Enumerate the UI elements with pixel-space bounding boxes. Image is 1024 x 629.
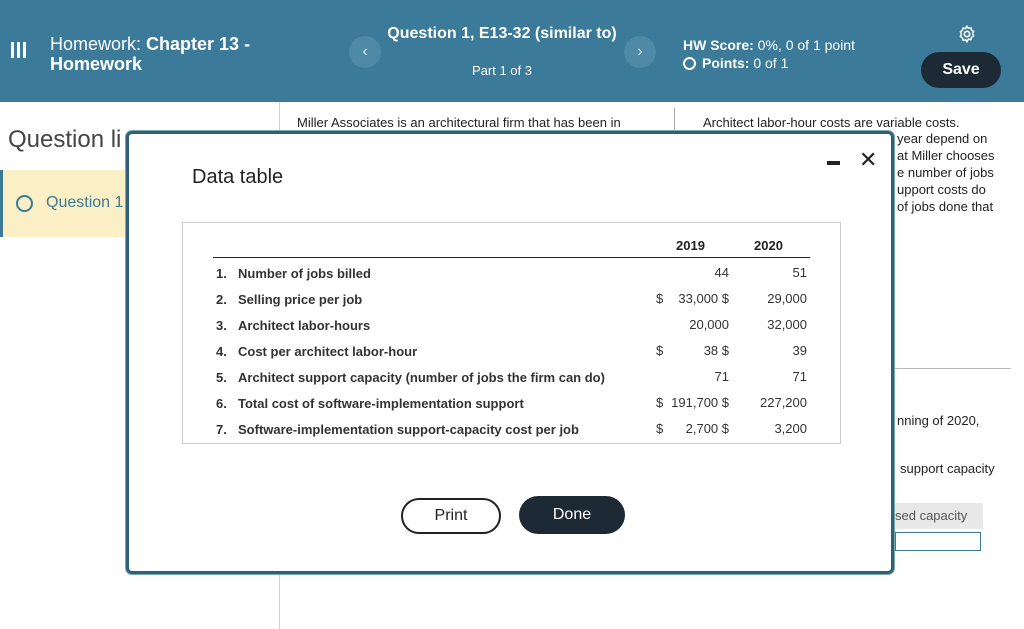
- homework-chapter: Chapter 13 -: [146, 34, 251, 54]
- homework-title-line2: Homework: [50, 54, 143, 74]
- question-title: Question 1, E13-32 (similar to): [387, 25, 617, 42]
- question-list-heading: Question li: [8, 126, 122, 153]
- next-question-button[interactable]: [624, 36, 656, 68]
- row-value-2020: 227,200: [760, 395, 807, 410]
- close-icon[interactable]: ✕: [859, 147, 878, 172]
- hw-score-value: 0%, 0 of 1 point: [753, 37, 855, 53]
- row-label: Selling price per job: [238, 292, 363, 307]
- row-value-2020: 3,200: [774, 421, 807, 436]
- row-value-2020: 39: [792, 343, 807, 358]
- table-row: [183, 338, 842, 364]
- row-number: 3.: [216, 318, 227, 333]
- row-value-2020: 71: [792, 369, 807, 384]
- points-label: Points:: [702, 55, 750, 71]
- row-label: Number of jobs billed: [238, 266, 371, 281]
- row-dollar-2019: $: [656, 421, 664, 436]
- homework-title: [50, 34, 290, 74]
- row-label: Architect support capacity (number of jobs the firm can do): [238, 370, 605, 385]
- row-value-2019: 44: [714, 265, 729, 280]
- row-number: 7.: [216, 422, 227, 437]
- row-value-2019: 20,000: [689, 317, 729, 332]
- row-number: 1.: [216, 266, 227, 281]
- previous-question-button[interactable]: [349, 36, 381, 68]
- row-value-2020: 32,000: [767, 317, 807, 332]
- points-value: 0 of 1: [749, 55, 789, 71]
- used-capacity-label: sed capacity: [895, 503, 983, 529]
- row-value-2020: 51: [792, 265, 807, 280]
- table-row: [183, 416, 842, 442]
- question-text-lower-2: support capacity: [900, 461, 995, 476]
- question-text-right-5: upport costs do: [897, 182, 986, 197]
- score-area: [683, 36, 855, 72]
- column-header-2020: 2020: [754, 238, 783, 253]
- points-circle-icon: [683, 57, 696, 70]
- chevron-right-icon: ›: [637, 43, 643, 60]
- minimize-icon[interactable]: [827, 161, 840, 165]
- row-label: Cost per architect labor-hour: [238, 344, 418, 359]
- column-header-2019: 2019: [676, 238, 705, 253]
- question-text-right-1: Architect labor-hour costs are variable costs.: [703, 115, 960, 130]
- section-divider: [895, 368, 1011, 369]
- row-label: Software-implementation support-capacity cost per job: [238, 422, 579, 437]
- row-number: 6.: [216, 396, 227, 411]
- homework-prefix: Homework:: [50, 34, 147, 54]
- chevron-left-icon: ‹: [362, 43, 368, 60]
- row-value-2019: 2,700 $: [685, 421, 729, 436]
- done-button[interactable]: Done: [519, 496, 625, 534]
- used-capacity-input[interactable]: [895, 532, 981, 551]
- status-circle-icon: [16, 195, 33, 212]
- row-label: Architect labor-hours: [238, 318, 371, 333]
- question-text-lower-1: nning of 2020,: [897, 413, 980, 428]
- question-text-right-3: at Miller chooses: [897, 148, 995, 163]
- print-button[interactable]: Print: [401, 498, 501, 534]
- table-row: [183, 260, 842, 286]
- header-rule: [213, 257, 810, 258]
- row-value-2019: 38 $: [703, 343, 729, 358]
- table-row: [183, 312, 842, 338]
- row-value-2019: 71: [714, 369, 729, 384]
- column-divider: [674, 108, 675, 133]
- table-row: [183, 286, 842, 312]
- question-text-right-2: year depend on: [897, 131, 988, 146]
- question-text-right-4: e number of jobs: [897, 165, 994, 180]
- data-table-dialog: [126, 131, 894, 574]
- table-row: [183, 390, 842, 416]
- row-label: Total cost of software-implementation support: [238, 396, 524, 411]
- menu-icon[interactable]: [11, 42, 27, 58]
- sidebar-item-label: Question 1: [46, 194, 124, 211]
- save-button[interactable]: Save: [921, 52, 1001, 88]
- row-dollar-2019: $: [656, 395, 664, 410]
- data-table: [182, 222, 841, 444]
- row-value-2019: 191,700 $: [671, 395, 729, 410]
- row-value-2019: 33,000 $: [678, 291, 729, 306]
- row-value-2020: 29,000: [767, 291, 807, 306]
- question-text-right-6: of jobs done that: [897, 199, 994, 214]
- row-number: 5.: [216, 370, 227, 385]
- row-number: 2.: [216, 292, 227, 307]
- row-dollar-2019: $: [656, 291, 664, 306]
- question-text-left: Miller Associates is an architectural firm that has been in: [297, 115, 621, 130]
- hw-score-label: HW Score:: [683, 37, 754, 53]
- dialog-title: Data table: [192, 166, 284, 188]
- row-dollar-2019: $: [656, 343, 664, 358]
- question-part: Part 1 of 3: [472, 63, 532, 78]
- row-number: 4.: [216, 344, 227, 359]
- table-row: [183, 364, 842, 390]
- gear-icon[interactable]: [957, 24, 977, 44]
- top-header: [0, 0, 1024, 102]
